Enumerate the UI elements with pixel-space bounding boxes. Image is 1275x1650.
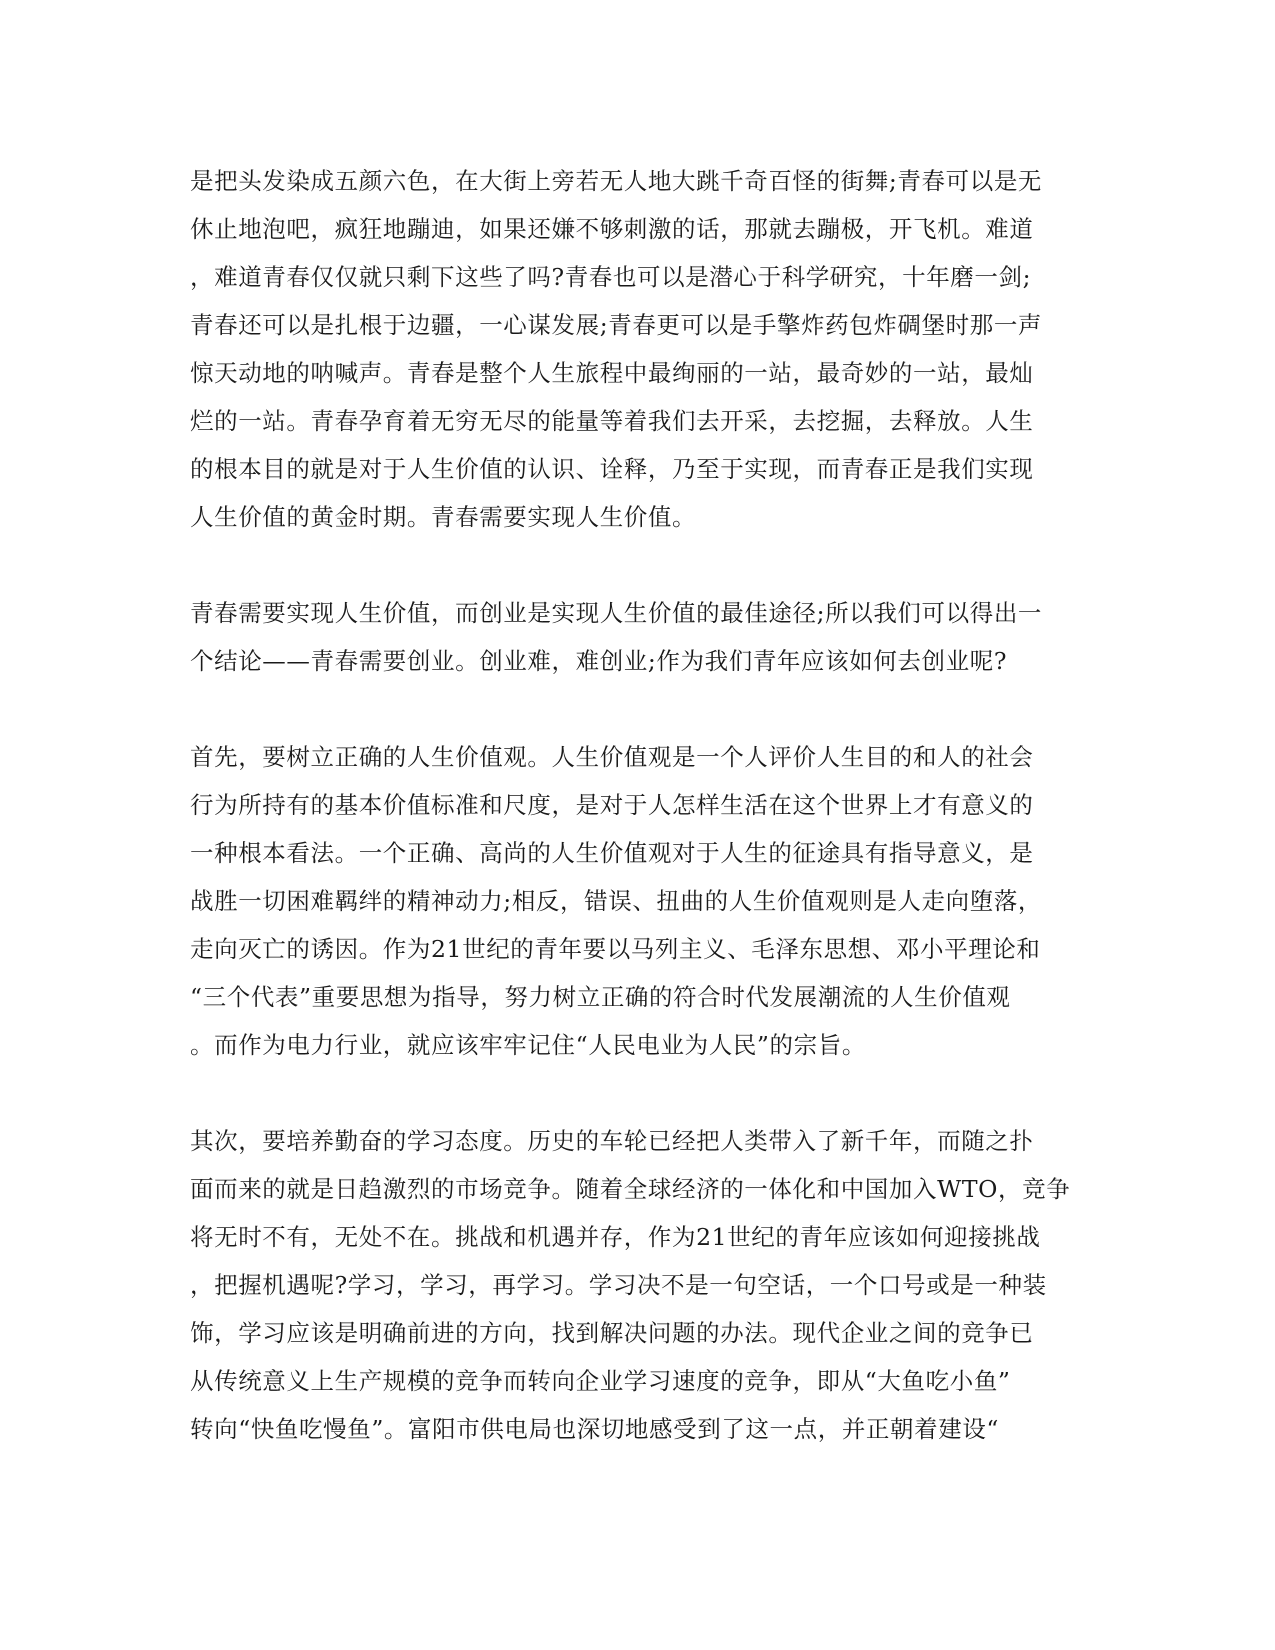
paragraph (190, 589, 1090, 685)
text-line: 是把头发染成五颜六色，在大街上旁若无人地大跳千奇百怪的街舞;青春可以是无 (190, 167, 1043, 195)
paragraph (190, 157, 1090, 541)
paragraph (190, 1117, 1090, 1453)
text-line: 惊天动地的呐喊声。青春是整个人生旅程中最绚丽的一站，最奇妙的一站，最灿 (190, 359, 1034, 387)
text-line: 将无时不有，无处不在。挑战和机遇并存，作为21世纪的青年应该如何迎接挑战 (190, 1223, 1041, 1251)
text-line: ，难道青春仅仅就只剩下这些了吗?青春也可以是潜心于科学研究，十年磨一剑; (190, 263, 1032, 291)
text-line: 饰，学习应该是明确前进的方向，找到解决问题的办法。现代企业之间的竞争已 (190, 1319, 1034, 1347)
body-text (190, 157, 1090, 1453)
text-line: 青春还可以是扎根于边疆，一心谋发展;青春更可以是手擎炸药包炸碉堡时那一声 (190, 311, 1043, 339)
text-line: 行为所持有的基本价值标准和尺度，是对于人怎样生活在这个世界上才有意义的 (190, 791, 1034, 819)
text-line: 战胜一切困难羁绊的精神动力;相反，错误、扭曲的人生价值观则是人走向堕落， (190, 887, 1043, 915)
text-line: 从传统意义上生产规模的竞争而转向企业学习速度的竞争，即从“大鱼吃小鱼” (190, 1367, 1011, 1395)
text-line: 青春需要实现人生价值，而创业是实现人生价值的最佳途径;所以我们可以得出一 (190, 599, 1043, 627)
text-line: 面而来的就是日趋激烈的市场竞争。随着全球经济的一体化和中国加入WTO，竞争 (190, 1175, 1071, 1203)
text-line: 人生价值的黄金时期。青春需要实现人生价值。 (190, 503, 697, 531)
text-line: 一种根本看法。一个正确、高尚的人生价值观对于人生的征途具有指导意义，是 (190, 839, 1034, 867)
text-line: 走向灭亡的诱因。作为21世纪的青年要以马列主义、毛泽东思想、邓小平理论和 (190, 935, 1041, 963)
text-line: 的根本目的就是对于人生价值的认识、诠释，乃至于实现，而青春正是我们实现 (190, 455, 1034, 483)
paragraph-spacer (190, 1069, 1090, 1117)
text-line: 转向“快鱼吃慢鱼”。富阳市供电局也深切地感受到了这一点，并正朝着建设“ (190, 1415, 1000, 1443)
paragraph-spacer (190, 685, 1090, 733)
text-line: ，把握机遇呢?学习，学习，再学习。学习决不是一句空话，一个口号或是一种装 (190, 1271, 1047, 1299)
text-line: 休止地泡吧，疯狂地蹦迪，如果还嫌不够刺激的话，那就去蹦极，开飞机。难道 (190, 215, 1034, 243)
paragraph-spacer (190, 541, 1090, 589)
text-line: 烂的一站。青春孕育着无穷无尽的能量等着我们去开采，去挖掘，去释放。人生 (190, 407, 1034, 435)
text-line: 个结论——青春需要创业。创业难，难创业;作为我们青年应该如何去创业呢? (190, 647, 1008, 675)
text-line: “三个代表”重要思想为指导，努力树立正确的符合时代发展潮流的人生价值观 (190, 983, 1011, 1011)
text-line: 首先，要树立正确的人生价值观。人生价值观是一个人评价人生目的和人的社会 (190, 743, 1034, 771)
paragraph (190, 733, 1090, 1069)
text-line: 其次，要培养勤奋的学习态度。历史的车轮已经把人类带入了新千年，而随之扑 (190, 1127, 1034, 1155)
text-line: 。而作为电力行业，就应该牢牢记住“人民电业为人民”的宗旨。 (190, 1031, 866, 1059)
